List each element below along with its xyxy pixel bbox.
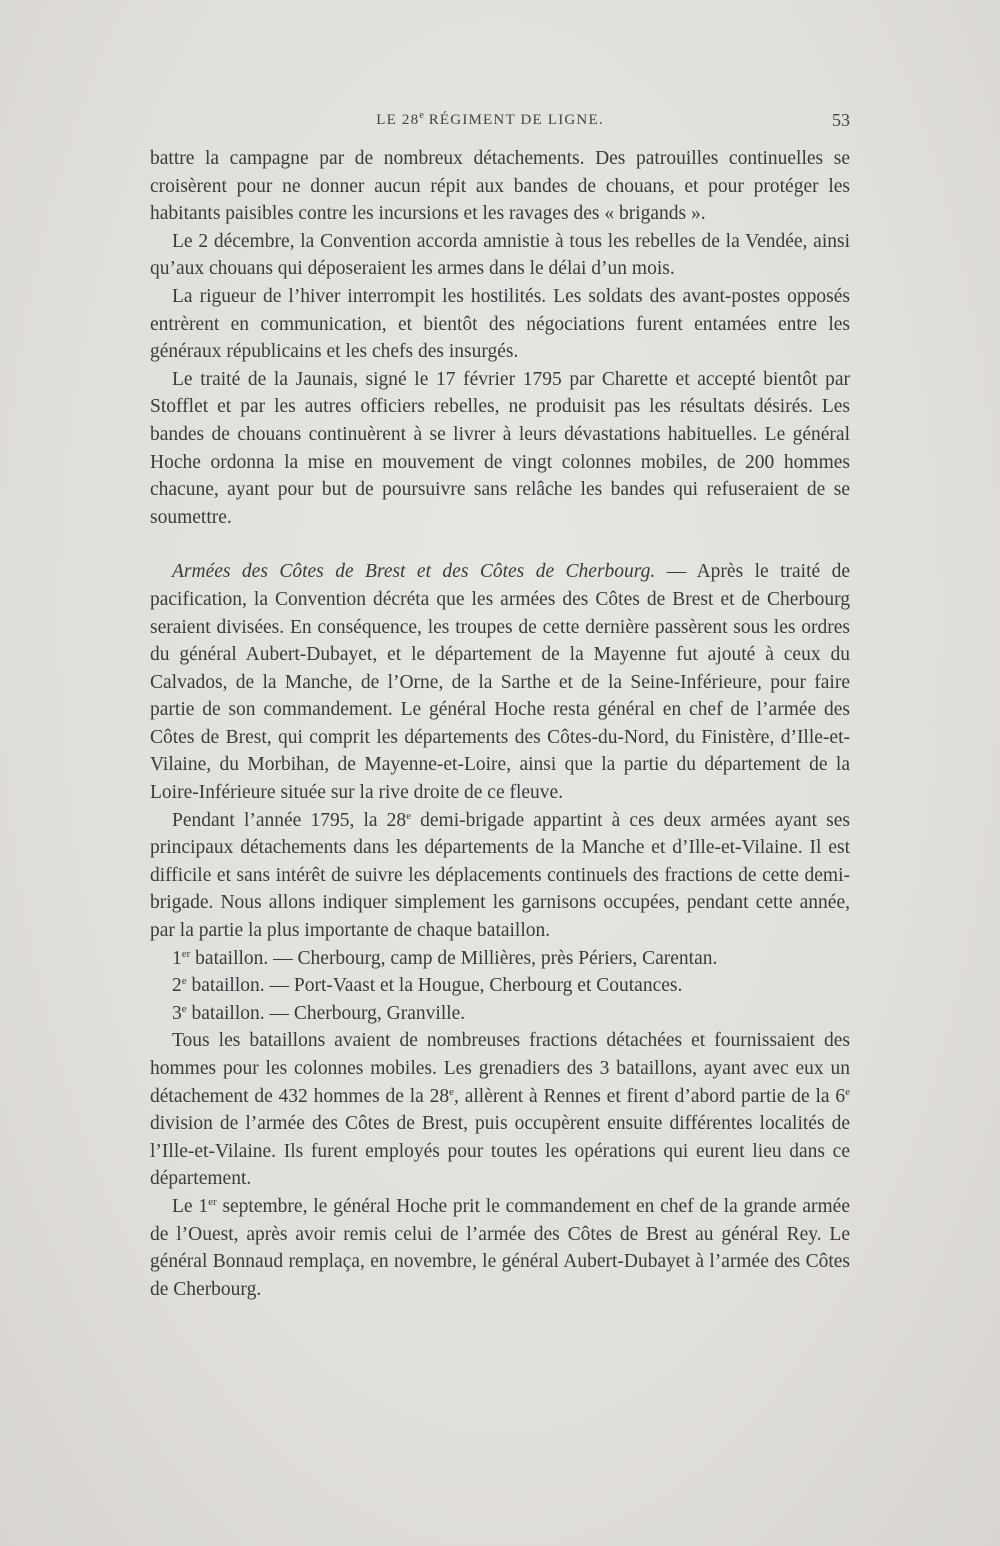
page-number: 53 (832, 110, 850, 130)
paragraph-5-text: — Après le traité de pacification, la Convention décréta que les armées des Côtes de Brest et de Cherbourg seraient divisées. En conséquence, les troupes de cette dernière passèrent sous les ordres du général Aubert-Dubayet, et le département de la Mayenne fut ajouté à ceux du Calvados, de la Manche, de l’Orne, de la Sarthe et de la Seine-Inférieure, pour faire partie de son commandement. Le général Hoche resta général en chef de l’armée des Côtes de Brest, qui comprit les départements des Côtes-du-Nord, du Finistère, d’Ille-et-Vilaine, du Morbihan, de Mayenne-et-Loire, ainsi que la partie du département de la Loire-Inférieure située sur la rive droite de ce fleuve. (150, 561, 851, 804)
running-title-suffix: RÉGIMENT DE LIGNE. (423, 112, 604, 128)
list-item (150, 945, 850, 973)
list-item-text: bataillon. — Port-Vaast et la Hougue, Cherbourg et Coutances. (186, 975, 683, 997)
list-item-number: 2 (172, 975, 182, 997)
list-item-superscript: e (181, 1002, 187, 1015)
paragraph-7-superscript-1: e (449, 1085, 455, 1098)
paragraph-7-part-c: division de l’armée des Côtes de Brest, puis occupèrent ensuite différentes localités de l’Ille-et-Vilaine. Ils furent employés pour toutes les opérations qui eurent lieu dans ce département. (150, 1113, 850, 1190)
list-item (150, 1000, 850, 1028)
paragraph-2: Le 2 décembre, la Convention accorda amnistie à tous les rebelles de la Vendée, ainsi qu’aux chouans qui déposeraient les armes dans le délai d’un mois. (150, 230, 850, 280)
list-item-superscript: e (181, 975, 187, 988)
paragraph-6-superscript: e (406, 809, 412, 822)
list-item (150, 972, 850, 1000)
page-header (150, 110, 850, 136)
list-item-number: 3 (172, 1002, 182, 1024)
list-item-text: bataillon. — Cherbourg, camp de Millières, près Périers, Carentan. (190, 947, 718, 969)
section-heading: Armées des Côtes de Brest et des Côtes de Cherbourg. (172, 561, 656, 583)
paragraph-8-part-b: septembre, le général Hoche prit le commandement en chef de la grande armée de l’Ouest, après avoir remis celui de l’armée des Côtes de Brest au général Rey. Le général Bonnaud remplaça, en novembre, le général Aubert-Dubayet à l’armée des Côtes de Cherbourg. (150, 1195, 850, 1300)
paragraph-8-part-a: Le 1 (172, 1195, 209, 1217)
running-title-ordinal: e (419, 110, 424, 121)
list-item-number: 1 (172, 947, 182, 969)
running-title (130, 110, 850, 129)
body-text (150, 145, 850, 1303)
paragraph-8-superscript: er (208, 1195, 217, 1208)
paragraph-7 (150, 1027, 850, 1193)
running-title-prefix: LE 28 (376, 112, 420, 128)
paragraph-6-part-a: Pendant l’année 1795, la 28 (172, 809, 407, 831)
paragraph-1: battre la campagne par de nombreux détachements. Des patrouilles continuelles se croisèrent pour ne donner aucun répit aux bandes de chouans, et pour protéger les habitants paisibles contre les incursions et les ravages des « brigands ». (150, 148, 850, 225)
paragraph-3: La rigueur de l’hiver interrompit les hostilités. Les soldats des avant-postes opposés entrèrent en communication, et bientôt des négociations furent entamées entre les généraux républicains et les chefs des insurgés. (150, 285, 850, 363)
paragraph-4: Le traité de la Jaunais, signé le 17 février 1795 par Charette et accepté bientôt par Stofflet et par les autres officiers rebelles, ne produisit pas les résultats désirés. Les bandes de chouans continuèrent à se livrer à leurs dévastations habituelles. Le général Hoche ordonna la mise en mouvement de vingt colonnes mobiles, de 200 hommes chacune, ayant pour but de poursuivre sans relâche les bandes qui refuseraient de se soumettre. (150, 368, 850, 528)
paragraph-6-part-b: demi-brigade appartint à ces deux armées ayant ses principaux détachements dans les départements de la Manche et d’Ille-et-Vilaine. Il est difficile et sans intérêt de suivre les déplacements continuels des fractions de cette demi-brigade. Nous allons indiquer simplement les garnisons occupées, pendant cette année, par la partie la plus importante de chaque bataillon. (150, 809, 850, 942)
paragraph-8 (150, 1193, 850, 1303)
paragraph-7-superscript-2: e (845, 1085, 850, 1098)
paragraph-6 (150, 807, 850, 945)
paragraph-7-part-b: , allèrent à Rennes et firent d’abord partie de la 6 (454, 1085, 846, 1107)
paragraph-7-part-a: Tous les bataillons avaient de nombreuses fractions détachées et fournissaient des hommes pour les colonnes mobiles. Les grenadiers des 3 bataillons, ayant avec eux un détachement de 432 hommes de la 28 (150, 1030, 850, 1107)
list-item-text: bataillon. — Cherbourg, Granville. (186, 1002, 466, 1024)
paragraph-5 (150, 558, 850, 806)
list-item-superscript: er (181, 947, 191, 960)
